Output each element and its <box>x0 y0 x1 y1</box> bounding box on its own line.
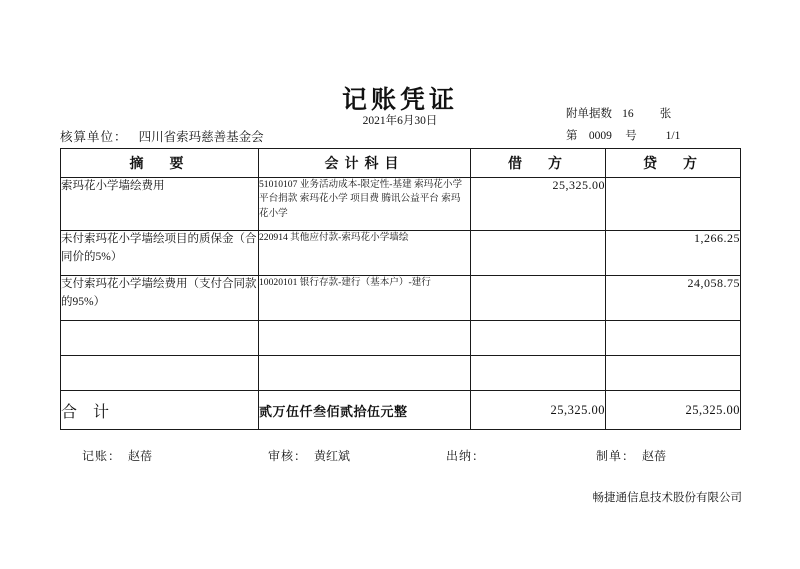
cell-summary: 索玛花小学墙绘费用 <box>61 178 259 231</box>
cell-account: 10020101 银行存款-建行（基本户）-建行 <box>259 276 471 321</box>
accounting-unit <box>60 127 264 145</box>
cell-summary <box>61 321 259 356</box>
attachment-label: 附单据数 <box>566 108 612 120</box>
table-total-row <box>61 391 741 430</box>
cell-summary <box>61 356 259 391</box>
table-row <box>61 321 741 356</box>
accounting-unit-value: 四川省索玛慈善基金会 <box>138 130 264 144</box>
signature-maker-value: 赵蓓 <box>642 449 667 463</box>
cell-summary: 未付索玛花小学墙绘项目的质保金（合同价的5%） <box>61 231 259 276</box>
signature-cashier <box>446 447 596 464</box>
cell-account <box>259 356 471 391</box>
attachment-info <box>566 105 671 121</box>
column-header-summary: 摘 要 <box>61 149 259 178</box>
signature-checker <box>268 447 446 464</box>
column-header-credit: 贷 方 <box>606 149 741 178</box>
signature-keeper-value: 赵蓓 <box>128 449 153 463</box>
total-debit: 25,325.00 <box>471 391 606 430</box>
cell-debit <box>471 356 606 391</box>
cell-debit <box>471 231 606 276</box>
page-title: 记账凭证 <box>341 87 458 114</box>
voucher-table <box>60 148 741 430</box>
cell-credit: 24,058.75 <box>606 276 741 321</box>
cell-credit: 1,266.25 <box>606 231 741 276</box>
cell-debit <box>471 276 606 321</box>
signature-maker-label: 制单： <box>596 449 636 463</box>
cell-account: 220914 其他应付款-索玛花小学墙绘 <box>259 231 471 276</box>
cell-account <box>259 321 471 356</box>
cell-debit <box>471 321 606 356</box>
signature-cashier-label: 出纳： <box>446 449 486 463</box>
signature-checker-label: 审核： <box>268 449 308 463</box>
total-credit: 25,325.00 <box>606 391 741 430</box>
cell-summary: 支付索玛花小学墙绘费用（支付合同款的95%） <box>61 276 259 321</box>
signature-maker <box>596 447 736 464</box>
voucher-number-suffix: 号 <box>625 130 637 142</box>
cell-account: 51010107 业务活动成本-限定性-基建 索玛花小学 平台捐款 索玛花小学 项目费 腾讯公益平台 索玛花小学 <box>259 178 471 231</box>
voucher-number-line <box>566 127 680 143</box>
total-label: 合 计 <box>61 403 110 421</box>
signature-row <box>60 447 750 464</box>
table-row <box>61 356 741 391</box>
voucher-page-number: 1/1 <box>665 130 681 142</box>
table-row <box>61 178 741 231</box>
cell-credit <box>606 321 741 356</box>
signature-keeper <box>60 447 268 464</box>
footer-company-name: 畅捷通信息技术股份有限公司 <box>592 492 742 504</box>
voucher-number-label: 第 <box>566 130 578 142</box>
table-header-row <box>61 149 741 178</box>
voucher-number-value: 0009 <box>588 130 612 142</box>
table-row <box>61 231 741 276</box>
cell-credit <box>606 356 741 391</box>
signature-keeper-label: 记账： <box>82 449 122 463</box>
cell-credit <box>606 178 741 231</box>
column-header-account: 会计科目 <box>259 149 471 178</box>
voucher-date: 2021年6月30日 <box>362 115 438 127</box>
attachment-unit: 张 <box>659 108 672 120</box>
signature-checker-value: 黄红斌 <box>314 449 351 463</box>
attachment-count: 16 <box>622 108 634 120</box>
column-header-debit: 借 方 <box>471 149 606 178</box>
accounting-unit-label: 核算单位： <box>60 130 128 144</box>
cell-debit: 25,325.00 <box>471 178 606 231</box>
table-row <box>61 276 741 321</box>
total-amount-in-words: 贰万伍仟叁佰贰拾伍元整 <box>259 391 471 430</box>
